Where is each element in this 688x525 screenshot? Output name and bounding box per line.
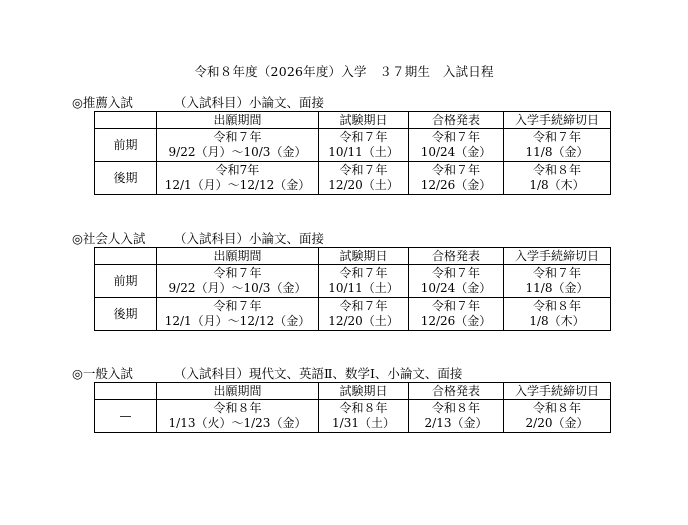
year-text: 令和７年 xyxy=(339,266,388,280)
table-row xyxy=(95,265,611,298)
date-text: 10/11（土） xyxy=(328,145,399,159)
application-period-cell xyxy=(157,265,319,298)
section-subjects: （入試科目）現代文、英語Ⅱ、数学Ⅰ、小論文、面接 xyxy=(174,366,463,381)
result-date-cell xyxy=(409,162,504,195)
date-text: 12/20（土） xyxy=(328,314,399,328)
exam-date-cell xyxy=(319,162,409,195)
period-label: 前期 xyxy=(95,129,157,162)
header-enrollment-deadline: 入学手続締切日 xyxy=(504,112,611,129)
enrollment-deadline-cell xyxy=(504,298,611,331)
table-row xyxy=(95,129,611,162)
date-text: 12/1（月）～12/12（金） xyxy=(164,314,311,328)
header-blank xyxy=(95,248,157,265)
period-label: — xyxy=(95,400,157,433)
year-text: 令和７年 xyxy=(213,299,262,313)
table-header-row xyxy=(95,112,611,129)
date-text: 1/13（火）～1/23（金） xyxy=(168,416,307,430)
application-period-cell xyxy=(157,298,319,331)
year-text: 令和８年 xyxy=(532,163,581,177)
enrollment-deadline-cell xyxy=(504,162,611,195)
table-row xyxy=(95,298,611,331)
application-period-cell xyxy=(157,162,319,195)
schedule-table xyxy=(94,111,611,195)
date-text: 9/22（月）～10/3（金） xyxy=(168,145,307,159)
table-header-row xyxy=(95,248,611,265)
date-text: 2/20（金） xyxy=(525,416,589,430)
section-name: ◎社会人入試 xyxy=(72,231,146,246)
year-text: 令和７年 xyxy=(431,163,480,177)
header-result-date: 合格発表 xyxy=(409,112,504,129)
section-ippan xyxy=(72,366,612,433)
header-blank xyxy=(95,383,157,400)
table-header-row xyxy=(95,383,611,400)
date-text: 1/8（木） xyxy=(529,178,585,192)
header-enrollment-deadline: 入学手続締切日 xyxy=(504,248,611,265)
year-text: 令和８年 xyxy=(532,299,581,313)
year-text: 令和７年 xyxy=(339,299,388,313)
date-text: 10/11（土） xyxy=(328,281,399,295)
exam-date-cell xyxy=(319,265,409,298)
date-text: 12/26（金） xyxy=(420,314,492,328)
year-text: 令和８年 xyxy=(431,401,480,415)
header-application-period: 出願期間 xyxy=(157,383,319,400)
year-text: 令和７年 xyxy=(213,130,262,144)
header-application-period: 出願期間 xyxy=(157,248,319,265)
date-text: 11/8（金） xyxy=(525,281,589,295)
section-header xyxy=(72,366,612,382)
result-date-cell xyxy=(409,265,504,298)
section-header xyxy=(72,231,612,247)
header-blank xyxy=(95,112,157,129)
date-text: 10/24（金） xyxy=(420,145,492,159)
date-text: 1/31（土） xyxy=(332,416,395,430)
year-text: 令和７年 xyxy=(213,266,262,280)
section-suisen xyxy=(72,95,612,195)
schedule-table xyxy=(94,247,611,331)
header-exam-date: 試験期日 xyxy=(319,383,409,400)
result-date-cell xyxy=(409,298,504,331)
year-text: 令和7年 xyxy=(215,163,260,177)
year-text: 令和７年 xyxy=(339,130,388,144)
schedule-table xyxy=(94,382,611,433)
year-text: 令和８年 xyxy=(213,401,262,415)
exam-date-cell xyxy=(319,298,409,331)
year-text: 令和７年 xyxy=(431,266,480,280)
header-application-period: 出願期間 xyxy=(157,112,319,129)
year-text: 令和８年 xyxy=(339,401,388,415)
date-text: 10/24（金） xyxy=(420,281,492,295)
date-text: 12/1（月）～12/12（金） xyxy=(164,178,311,192)
year-text: 令和８年 xyxy=(532,401,581,415)
year-text: 令和７年 xyxy=(431,130,480,144)
exam-date-cell xyxy=(319,400,409,433)
date-text: 1/8（木） xyxy=(529,314,585,328)
result-date-cell xyxy=(409,129,504,162)
header-exam-date: 試験期日 xyxy=(319,248,409,265)
year-text: 令和７年 xyxy=(532,130,581,144)
year-text: 令和７年 xyxy=(532,266,581,280)
date-text: 12/26（金） xyxy=(420,178,492,192)
section-shakaijin xyxy=(72,231,612,331)
enrollment-deadline-cell xyxy=(504,129,611,162)
section-name: ◎一般入試 xyxy=(72,366,133,381)
header-exam-date: 試験期日 xyxy=(319,112,409,129)
section-subjects: （入試科目）小論文、面接 xyxy=(174,95,325,110)
date-text: 9/22（月）～10/3（金） xyxy=(168,281,307,295)
date-text: 12/20（土） xyxy=(328,178,399,192)
period-label: 前期 xyxy=(95,265,157,298)
application-period-cell xyxy=(157,129,319,162)
header-result-date: 合格発表 xyxy=(409,248,504,265)
section-header xyxy=(72,95,612,111)
header-enrollment-deadline: 入学手続締切日 xyxy=(504,383,611,400)
page-title: 令和８年度（2026年度）入学 ３７期生 入試日程 xyxy=(194,64,494,79)
period-label: 後期 xyxy=(95,298,157,331)
result-date-cell xyxy=(409,400,504,433)
section-subjects: （入試科目）小論文、面接 xyxy=(174,231,325,246)
table-row xyxy=(95,162,611,195)
enrollment-deadline-cell xyxy=(504,265,611,298)
enrollment-deadline-cell xyxy=(504,400,611,433)
exam-date-cell xyxy=(319,129,409,162)
application-period-cell xyxy=(157,400,319,433)
table-row xyxy=(95,400,611,433)
date-text: 11/8（金） xyxy=(525,145,589,159)
header-result-date: 合格発表 xyxy=(409,383,504,400)
year-text: 令和７年 xyxy=(339,163,388,177)
section-name: ◎推薦入試 xyxy=(72,95,133,110)
year-text: 令和７年 xyxy=(431,299,480,313)
period-label: 後期 xyxy=(95,162,157,195)
date-text: 2/13（金） xyxy=(424,416,488,430)
